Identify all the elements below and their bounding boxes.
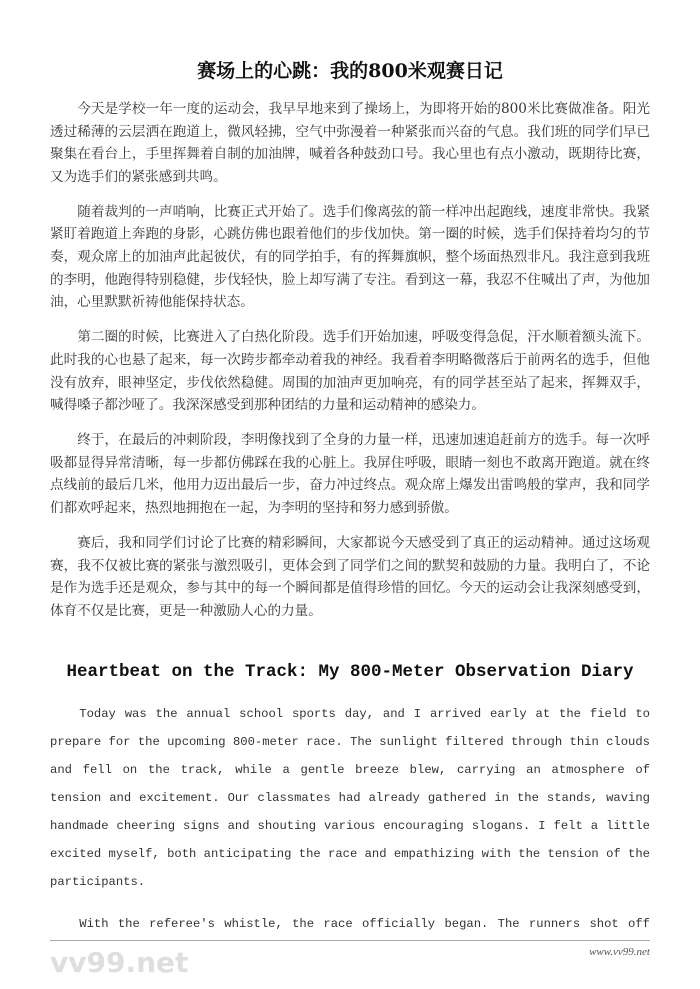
footer-divider xyxy=(50,940,650,941)
document-page xyxy=(50,0,650,930)
watermark: vv99.net xyxy=(50,946,189,979)
english-paragraph: With the referee's whistle, the race officially began. The runners shot off xyxy=(79,917,650,930)
chinese-title: 赛场上的心跳：我的800米观赛日记 xyxy=(197,60,503,82)
chinese-paragraph: 第二圈的时候，比赛进入了白热化阶段。选手们开始加速，呼吸变得急促，汗水顺着额头流下。此时我的心也悬了起来，每一次跨步都牵动着我的神经。我看着李明略微落后于前两名的选手，但他没有放弃，眼神坚定，步伐依然稳健。周围的加油声更加响亮，有的同学甚至站了起来，挥舞双手，喊得嗓子都沙哑了。我深深感受到那种团结的力量和运动精神的感染力。 xyxy=(50,329,650,414)
chinese-paragraph: 赛后，我和同学们讨论了比赛的精彩瞬间，大家都说今天感受到了真正的运动精神。通过这场观赛，我不仅被比赛的紧张与激烈吸引，更体会到了同学们之间的默契和鼓励的力量。我明白了，不论是作为选手还是观众，参与其中的每一个瞬间都是值得珍惜的回忆。今天的运动会让我深刻感受到，体育不仅是比赛，更是一种激励人心的力量。 xyxy=(50,535,650,619)
english-title: Heartbeat on the Track: My 800-Meter Observation Diary xyxy=(66,662,634,683)
english-body xyxy=(50,700,650,930)
chinese-body xyxy=(50,98,650,622)
english-paragraph: Today was the annual school sports day, and I arrived early at the field to prepare for the upcoming 800-meter race. The sunlight filtered through thin clouds and fell on the track, while a gentle breeze blew, carrying an atmosphere of tension and excitement. Our classmates had already gathered in the stands, waving handmade cheering signs and shouting various encouraging slogans. I felt a little excited myself, both anticipating the race and empathizing with the tension of the participants. xyxy=(50,707,650,890)
chinese-paragraph: 终于，在最后的冲刺阶段，李明像找到了全身的力量一样，迅速加速追赶前方的选手。每一次呼吸都显得异常清晰，每一步都仿佛踩在我的心脏上。我屏住呼吸，眼睛一刻也不敢离开跑道。就在终点线前的最后几米，他用力迈出最后一步，奋力冲过终点。观众席上爆发出雷鸣般的掌声，我和同学们都欢呼起来，热烈地拥抱在一起，为李明的坚持和努力感到骄傲。 xyxy=(50,432,650,516)
footer-url: www.vv99.net xyxy=(589,946,650,958)
chinese-paragraph: 今天是学校一年一度的运动会，我早早地来到了操场上，为即将开始的800米比赛做准备。阳光透过稀薄的云层洒在跑道上，微风轻拂，空气中弥漫着一种紧张而兴奋的气息。我们班的同学们早已聚集在看台上，手里挥舞着自制的加油牌，喊着各种鼓劲口号。我心里也有点小激动，既期待比赛，又为选手们的紧张感到共鸣。 xyxy=(50,101,650,185)
chinese-paragraph: 随着裁判的一声哨响，比赛正式开始了。选手们像离弦的箭一样冲出起跑线，速度非常快。我紧紧盯着跑道上奔跑的身影，心跳仿佛也跟着他们的步伐加快。第一圈的时候，选手们保持着均匀的节奏，观众席上的加油声此起彼伏，有的同学拍手，有的挥舞旗帜，整个场面热烈非凡。我注意到我班的李明，他跑得特别稳健，步伐轻快，脸上却写满了专注。看到这一幕，我忍不住喊出了声，为他加油，心里默默祈祷他能保持状态。 xyxy=(50,203,650,311)
